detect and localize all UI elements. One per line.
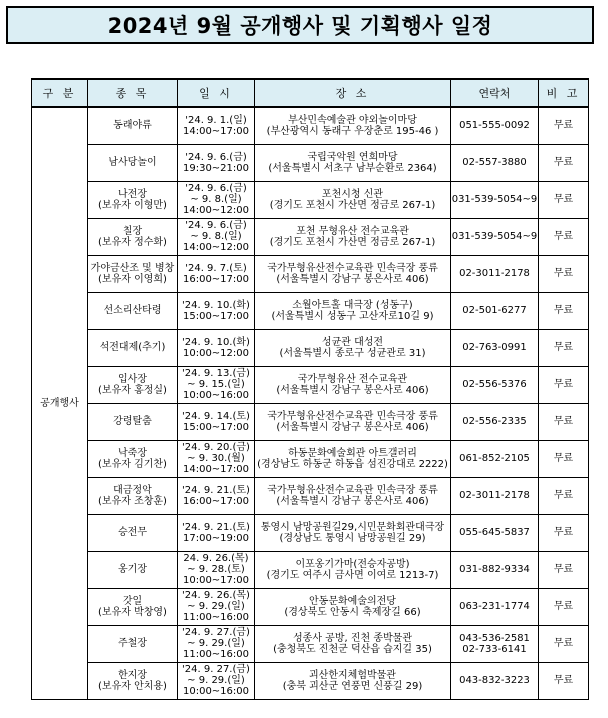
venue-cell [255,366,451,403]
venue-cell [255,514,451,551]
contact-cell [451,144,539,181]
event-cell [88,292,178,329]
date-cell-line: 16:00~17:00 [182,273,249,285]
table-row [32,366,589,403]
event-cell-line: 석전대제(추기) [99,342,166,353]
date-cell-line: '24. 9. 21.(토) [182,521,250,533]
header-date: 일 시 [178,79,255,107]
note-cell: 무료 [539,625,589,662]
date-cell [178,329,255,366]
contact-cell-line: 043-832-3223 [459,675,530,686]
venue-cell-line: 국립국악원 연희마당 [307,151,398,163]
venue-cell-line: 성종사 공방, 진천 종박물관 [293,632,412,644]
note-cell: 무료 [539,440,589,477]
note-cell: 무료 [539,662,589,699]
contact-cell [451,181,539,218]
event-cell [88,144,178,181]
venue-cell [255,181,451,218]
date-cell-line: ~ 9. 15.(일) [187,379,245,390]
table-row [32,144,589,181]
venue-cell-line: 부산민속예술관 야외놀이마당 [288,114,417,126]
contact-cell [451,329,539,366]
contact-cell-line: 02-556-5376 [462,379,527,390]
schedule-table [31,78,589,700]
event-cell [88,255,178,292]
venue-cell-line: (서울특별시 서초구 남부순환로 2364) [268,162,437,174]
event-cell-line: (보유자 김기찬) [98,458,167,470]
note-cell: 무료 [539,144,589,181]
date-cell-line: 11:00~16:00 [182,612,249,623]
contact-cell-line: 02-763-0991 [462,342,527,353]
event-cell [88,477,178,514]
date-cell-line: 15:00~17:00 [182,421,249,433]
note-cell: 무료 [539,366,589,403]
event-cell-line: (보유자 홍정실) [98,384,167,396]
venue-cell-line: (충청북도 진천군 덕산읍 습지길 35) [273,643,432,655]
date-cell-line: ~ 9. 8.(일) [190,194,242,205]
date-cell-line: ~ 9. 30.(월) [187,453,245,464]
table-row [32,329,589,366]
header-note: 비 고 [539,79,589,107]
table-row [32,292,589,329]
venue-cell-line: (충북 괴산군 연풍면 신풍길 29) [282,680,423,692]
table-row [32,588,589,625]
venue-cell-line: (서울특별시 성동구 고산자로10길 9) [271,310,434,322]
date-cell [178,366,255,403]
date-cell-line: 24. 9. 26.(목) [183,553,249,564]
contact-cell [451,107,539,144]
event-cell-line: 한지장 [118,669,147,681]
table-row [32,255,589,292]
header-category: 구 분 [32,79,88,107]
date-cell-line: '24. 9. 27.(금) [182,627,250,638]
note-cell: 무료 [539,551,589,588]
date-cell-line: ~ 9. 28.(토) [187,564,245,575]
venue-cell-line: 괴산한지체험박물관 [309,669,396,681]
date-cell-line: 15:00~17:00 [182,310,249,322]
event-cell [88,514,178,551]
venue-cell [255,588,451,625]
date-cell-line: '24. 9. 26.(목) [182,590,250,601]
venue-cell-line: 포천 무형유산 전수교육관 [296,225,409,237]
date-cell-line: 17:00~19:00 [182,532,249,544]
event-cell [88,181,178,218]
header-event: 종 목 [88,79,178,107]
header-contact: 연락처 [451,79,539,107]
contact-cell-line: 02-501-6277 [462,305,527,316]
date-cell-line: ~ 9. 8.(일) [190,231,242,242]
event-cell-line: 칠장 [122,225,143,237]
venue-cell-line: (경상남도 하동군 하동읍 섬진강대로 2222) [257,458,448,470]
contact-cell-line: 031-882-9334 [459,564,530,575]
date-cell [178,662,255,699]
date-cell [178,440,255,477]
venue-cell-line: (경상남도 통영시 남망공원길 29) [279,532,426,544]
date-cell-line: 16:00~17:00 [182,495,249,507]
contact-cell [451,625,539,662]
event-cell [88,551,178,588]
table-header-row [32,79,589,107]
contact-cell [451,477,539,514]
date-cell [178,144,255,181]
header-venue: 장 소 [255,79,451,107]
contact-cell-line: 043-536-2581 [459,632,530,644]
venue-cell-line: 국가무형유산 전수교육관 [297,373,408,385]
venue-cell [255,477,451,514]
contact-cell [451,662,539,699]
venue-cell-line: 하동문화예술회관 아트갤러리 [288,447,417,459]
table-row [32,477,589,514]
contact-cell-line: 063-231-1774 [459,601,530,612]
venue-cell-line: 성균관 대성전 [321,336,384,348]
note-cell: 무료 [539,292,589,329]
contact-cell-line: 02-3011-2178 [459,490,530,501]
event-cell-line: 주철장 [118,638,147,649]
venue-cell-line: (부산광역시 동래구 우장춘로 195-46 ) [266,125,439,137]
date-cell-line: '24. 9. 7.(토) [185,262,247,274]
venue-cell [255,662,451,699]
table-row [32,551,589,588]
date-cell-line: '24. 9. 10.(화) [182,299,250,311]
date-cell-line: 11:00~16:00 [182,649,249,660]
contact-cell-line: 061-852-2105 [459,453,530,464]
note-cell: 무료 [539,329,589,366]
event-cell-line: 가야금산조 및 병창 [90,262,175,274]
event-cell-line: (보유자 이영희) [98,273,167,285]
date-cell-line: 10:00~16:00 [182,390,249,401]
date-cell-line: 10:00~17:00 [182,575,249,586]
contact-cell [451,255,539,292]
note-cell: 무료 [539,477,589,514]
event-cell [88,218,178,255]
table-row [32,514,589,551]
event-cell-line: 승전무 [118,527,147,538]
venue-cell-line: 이포옹기가마(전승자공방) [295,558,410,570]
contact-cell [451,292,539,329]
venue-cell [255,625,451,662]
venue-cell [255,144,451,181]
event-cell-line: (보유자 조창훈) [98,495,167,507]
contact-cell [451,366,539,403]
event-cell [88,403,178,440]
date-cell [178,218,255,255]
venue-cell-line: (서울특별시 강남구 봉은사로 406) [276,273,429,285]
venue-cell-line: 소월아트홀 대극장 (성동구) [292,299,413,311]
date-cell [178,107,255,144]
contact-cell-line: 02-733-6141 [462,643,527,655]
note-cell: 무료 [539,255,589,292]
venue-cell-line: (경기도 포천시 가산면 정금로 267-1) [269,236,436,248]
note-cell: 무료 [539,403,589,440]
date-cell-line: '24. 9. 6.(금) [185,151,247,163]
venue-cell-line: (경기도 여주시 금사면 이여로 1213-7) [266,569,439,581]
table-row [32,107,589,144]
date-cell-line: '24. 9. 20.(금) [182,442,250,453]
contact-cell-line: 02-3011-2178 [459,268,530,279]
contact-cell-line: 031-539-5054~9 [451,231,538,242]
event-cell-line: 옹기장 [118,564,147,575]
venue-cell-line: 국가무형유산전수교육관 민속극장 풍류 [267,262,438,274]
event-cell-line: 낙죽장 [118,447,147,459]
date-cell-line: 14:00~17:00 [182,125,249,137]
venue-cell [255,255,451,292]
date-cell-line: '24. 9. 14.(토) [182,410,250,422]
venue-cell-line: (경상북도 안동시 축제장길 66) [284,606,421,618]
contact-cell-line: 02-556-2335 [462,416,527,427]
date-cell [178,477,255,514]
contact-cell-line: 051-555-0092 [459,120,530,132]
table-row [32,218,589,255]
note-cell: 무료 [539,107,589,144]
event-cell [88,366,178,403]
table-row [32,440,589,477]
date-cell [178,255,255,292]
venue-cell [255,107,451,144]
venue-cell-line: 포천시청 신관 [321,188,384,200]
contact-cell [451,403,539,440]
table-row [32,662,589,699]
venue-cell-line: 안동문화예술의전당 [309,595,396,607]
note-cell: 무료 [539,218,589,255]
contact-cell [451,218,539,255]
date-cell-line: ~ 9. 29.(일) [187,638,245,649]
event-cell-line: 동래야류 [113,120,152,132]
venue-cell [255,329,451,366]
event-cell [88,440,178,477]
date-cell-line: 10:00~12:00 [182,347,249,359]
date-cell-line: 19:30~21:00 [182,162,249,174]
date-cell-line: 14:00~12:00 [182,242,249,253]
event-cell-line: 남사당놀이 [108,157,157,168]
note-cell: 무료 [539,181,589,218]
event-cell-line: 나전장 [118,188,147,200]
date-cell [178,551,255,588]
date-cell [178,403,255,440]
venue-cell-line: 국가무형유산전수교육관 민속극장 풍류 [267,484,438,496]
event-cell-line: 입사장 [118,373,147,385]
event-cell [88,107,178,144]
note-cell: 무료 [539,588,589,625]
contact-cell [451,440,539,477]
table-row [32,403,589,440]
venue-cell [255,551,451,588]
venue-cell-line: (서울특별시 강남구 봉은사로 406) [276,495,429,507]
date-cell-line: '24. 9. 21.(토) [182,484,250,496]
contact-cell [451,551,539,588]
date-cell-line: ~ 9. 29.(일) [187,675,245,686]
event-cell-line: (보유자 정수화) [98,236,167,248]
event-cell-line: (보유자 이형만) [98,199,167,211]
date-cell [178,514,255,551]
contact-cell [451,514,539,551]
date-cell [178,181,255,218]
event-cell-line: 선소리산타령 [103,305,162,316]
venue-cell-line: (서울특별시 강남구 봉은사로 406) [276,384,429,396]
venue-cell-line: 통영시 남망공원길29,시민문화회관대극장 [260,521,445,533]
event-cell [88,588,178,625]
category-cell: 공개행사 [32,107,88,699]
date-cell [178,588,255,625]
venue-cell-line: 국가무형유산전수교육관 민속극장 풍류 [267,410,438,422]
date-cell [178,625,255,662]
venue-cell [255,403,451,440]
date-cell-line: '24. 9. 6.(금) [185,220,247,231]
date-cell-line: 14:00~12:00 [182,205,249,216]
event-cell-line: 갓일 [122,595,143,607]
table-row [32,181,589,218]
page-title: 2024년 9월 공개행사 및 기획행사 일정 [6,6,594,44]
event-cell [88,662,178,699]
date-cell-line: 14:00~17:00 [182,464,249,475]
date-cell [178,292,255,329]
date-cell-line: ~ 9. 29.(일) [187,601,245,612]
venue-cell-line: (경기도 포천시 가산면 정금로 267-1) [269,199,436,211]
venue-cell [255,218,451,255]
contact-cell-line: 055-645-5837 [459,527,530,538]
contact-cell [451,588,539,625]
note-cell: 무료 [539,514,589,551]
contact-cell-line: 031-539-5054~9 [451,194,538,205]
venue-cell [255,292,451,329]
event-cell-line: (보유자 안치용) [98,680,167,692]
venue-cell [255,440,451,477]
date-cell-line: '24. 9. 13.(금) [182,368,250,379]
venue-cell-line: (서울특별시 종로구 성균관로 31) [279,347,426,359]
table-row [32,625,589,662]
event-cell-line: 강령탈춤 [113,416,152,427]
date-cell-line: '24. 9. 10.(화) [182,336,250,348]
date-cell-line: 10:00~16:00 [182,686,249,697]
date-cell-line: '24. 9. 1.(일) [185,114,247,126]
date-cell-line: '24. 9. 6.(금) [185,183,247,194]
venue-cell-line: (서울특별시 강남구 봉은사로 406) [276,421,429,433]
contact-cell-line: 02-557-3880 [462,157,527,168]
event-cell-line: 대금정악 [113,484,152,496]
event-cell [88,625,178,662]
date-cell-line: '24. 9. 27.(금) [182,664,250,675]
event-cell-line: (보유자 박창영) [98,606,167,618]
event-cell [88,329,178,366]
